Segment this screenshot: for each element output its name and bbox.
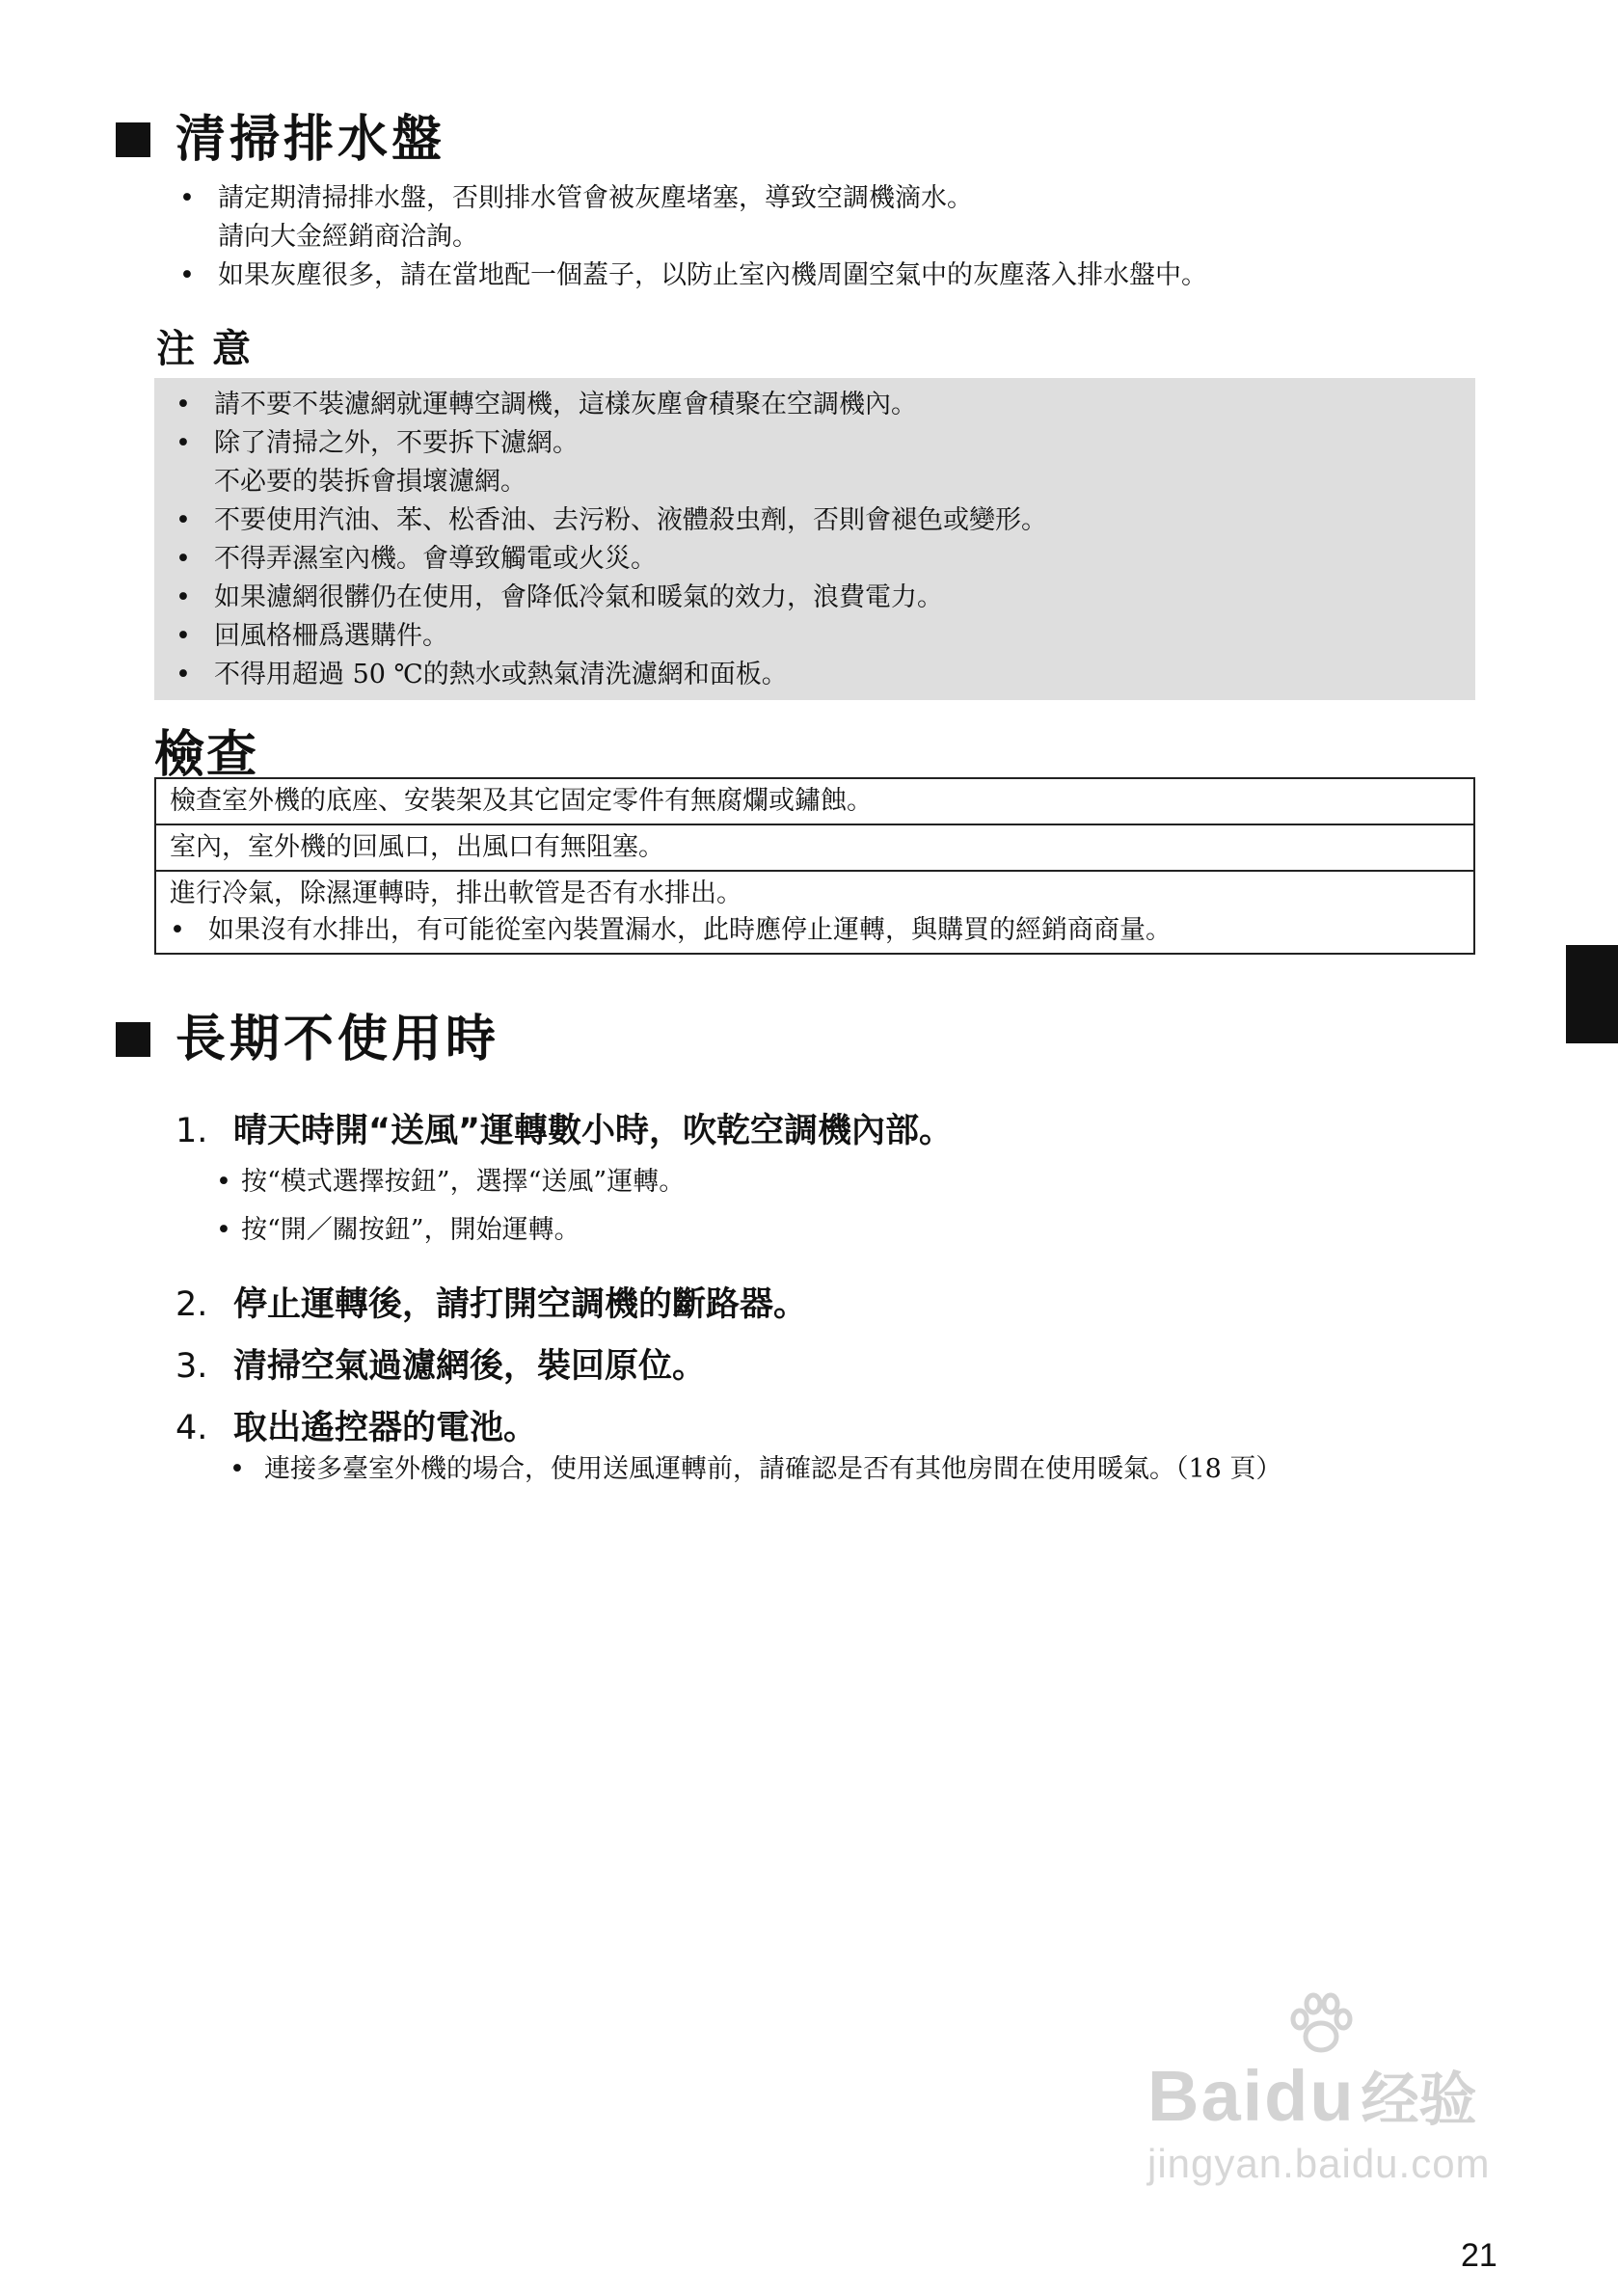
list-item-continuation: 請向大金經銷商洽詢。 (218, 222, 478, 252)
list-item: • 不要使用汽油、苯、松香油、去污粉、液體殺虫劑，否則會褪色或變形。 (175, 505, 1047, 535)
list-item: • 請定期清掃排水盤，否則排水管會被灰塵堵塞，導致空調機滴水。 (179, 183, 973, 213)
watermark-label: 经验 (1361, 2067, 1477, 2132)
table-row (155, 778, 1474, 824)
step-sub-item: • 連接多臺室外機的場合，使用送風運轉前，請確認是否有其他房間在使用暖氣。（18 頁） (229, 1454, 1282, 1484)
step-item: 3. 清掃空氣過濾網後，裝回原位。 (175, 1347, 707, 1386)
list-item: • 回風格柵爲選購件。 (175, 621, 448, 651)
paw-logo-icon (1282, 1986, 1360, 2064)
page-number: 21 (1461, 2237, 1497, 2274)
section-title-long-term-storage: 長期不使用時 (116, 1011, 499, 1068)
list-item-continuation: 不必要的裝拆會損壞濾網。 (214, 467, 526, 497)
square-bullet-icon (116, 1022, 150, 1057)
watermark-brand: Bai (1147, 2055, 1265, 2136)
list-item: • 不得弄濕室內機。會導致觸電或火災。 (175, 544, 657, 574)
watermark-url: jingyan.baidu.com (1147, 2141, 1491, 2186)
step-sub-item: • 按“開／關按鈕”，開始運轉。 (216, 1215, 580, 1245)
table-row (155, 824, 1474, 871)
list-item: • 如果濾網很髒仍在使用，會降低冷氣和暖氣的效力，浪費電力。 (175, 582, 943, 612)
list-item: • 請不要不裝濾網就運轉空調機，這樣灰塵會積聚在空調機內。 (175, 390, 917, 419)
list-item: • 除了清掃之外，不要拆下濾網。 (175, 428, 579, 458)
table-cell: 室內，室外機的回風口，出風口有無阻塞。 (155, 824, 1474, 871)
check-row-text: 進行冷氣，除濕運轉時，排出軟管是否有水排出。 (170, 878, 742, 908)
section1-bullet-list (179, 179, 1207, 295)
table-row (155, 871, 1474, 954)
check-row-note: • 如果沒有水排出，有可能從室內裝置漏水，此時應停止運轉，與購買的經銷商商量。 (170, 915, 1172, 945)
steps-list (175, 1109, 1281, 1489)
page-edge-tab (1566, 945, 1618, 1043)
step-item: 1. 晴天時開“送風”運轉數小時，吹乾空調機內部。 (175, 1112, 954, 1150)
step-item: 4. 取出遙控器的電池。 (175, 1409, 538, 1447)
check-table (154, 777, 1475, 955)
step-item: 2. 停止運轉後，請打開空調機的斷路器。 (175, 1285, 808, 1324)
table-cell: 檢查室外機的底座、安裝架及其它固定零件有無腐爛或鏽蝕。 (155, 778, 1474, 824)
caution-box (154, 378, 1475, 700)
caution-title: 注意 (156, 327, 268, 371)
table-cell (155, 871, 1474, 954)
check-title: 檢查 (154, 726, 259, 784)
list-item: • 不得用超過 50 ℃的熱水或熱氣清洗濾網和面板。 (175, 660, 788, 689)
square-bullet-icon (116, 122, 150, 157)
watermark (1147, 2054, 1491, 2187)
list-item: • 如果灰塵很多，請在當地配一個蓋子，以防止室內機周圍空氣中的灰塵落入排水盤中。 (179, 260, 1207, 290)
step-sub-item: • 按“模式選擇按鈕”，選擇“送風”運轉。 (216, 1167, 686, 1197)
section-title-drain-pan: 清掃排水盤 (116, 111, 445, 169)
watermark-brand-suffix: du (1264, 2055, 1356, 2136)
